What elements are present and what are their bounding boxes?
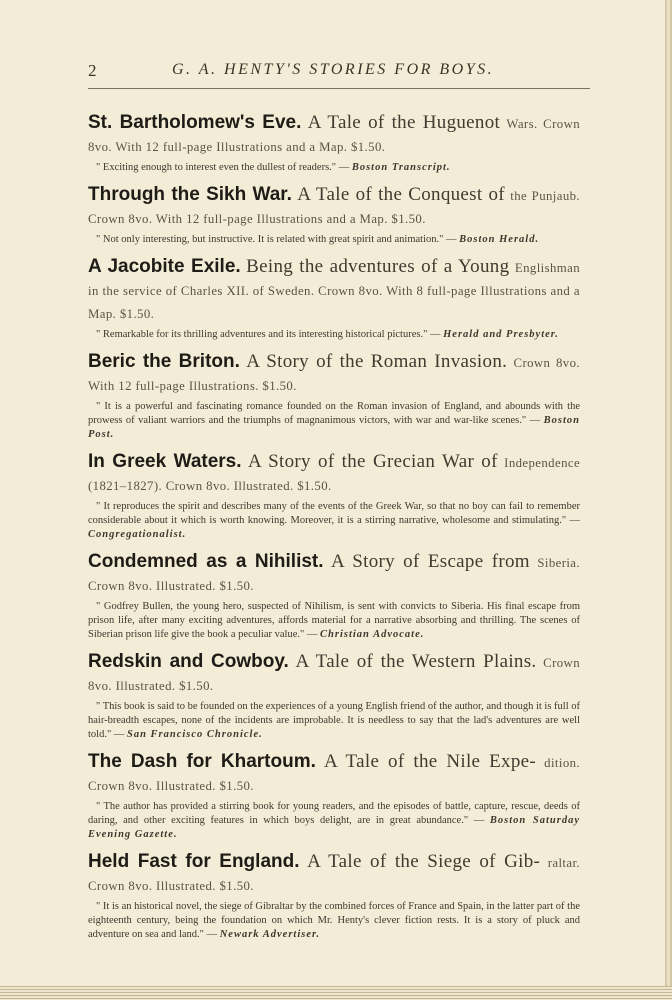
book-subtitle: A Tale of the Nile Expe- xyxy=(324,751,537,772)
book-subtitle: A Story of Escape from xyxy=(331,551,530,572)
page-header xyxy=(0,61,665,87)
book-details: Wars. Crown 8vo. With 12 full-page Illustrations and a Map. $1.50. xyxy=(88,117,581,154)
quote-source: Boston Transcript. xyxy=(351,162,451,173)
quote-source: Newark Advertiser. xyxy=(219,929,321,940)
review-quote xyxy=(88,233,580,247)
book-subtitle: A Tale of the Siege of Gib- xyxy=(307,851,541,872)
entry-heading xyxy=(88,112,580,158)
book-title: In Greek Waters. xyxy=(88,451,242,472)
review-quote xyxy=(88,161,580,175)
page-edge-right xyxy=(665,0,672,1000)
catalog-list xyxy=(88,112,580,951)
quote-text: " Exciting enough to interest even the dullest of readers." — xyxy=(96,162,350,173)
header-rule xyxy=(88,88,590,89)
quote-text: " It reproduces the spirit and describes many of the events of the Greek War, so that no boy can fail to remember considerable about it which is worth knowing. Moreover, it is a stirring narrative, wholesome and stimulating." — xyxy=(88,501,580,526)
book-details: Independence (1821–1827). Crown 8vo. Illustrated. $1.50. xyxy=(88,456,581,493)
quote-text: " This book is said to be founded on the experiences of a young English friend of the author, and though it is full of hair-breadth escapes, none of the incidents are improbable. It is needless to say that the lad's adventures are well told." — xyxy=(88,701,580,740)
quote-source: Boston Post. xyxy=(88,415,580,440)
book-entry xyxy=(88,351,580,442)
book-title: Beric the Briton. xyxy=(88,351,240,372)
review-quote xyxy=(88,400,580,442)
quote-source: Congregationalist. xyxy=(88,529,187,540)
review-quote xyxy=(88,500,580,542)
book-title: A Jacobite Exile. xyxy=(88,256,241,277)
book-entry xyxy=(88,256,580,342)
quote-source: San Francisco Chronicle. xyxy=(127,729,263,740)
book-details: Englishman in the service of Charles XII. of Sweden. Crown 8vo. With 8 full-page Illustrations and a Map. $1.50. xyxy=(88,261,581,321)
page-edge-bottom xyxy=(0,986,672,1000)
entry-heading xyxy=(88,551,580,597)
book-subtitle: A Story of the Grecian War of xyxy=(247,451,498,472)
running-title: G. A. HENTY'S STORIES FOR BOYS. xyxy=(172,61,495,78)
quote-text: " It is an historical novel, the siege of Gibraltar by the combined forces of France and Spain, in the latter part of the eighteenth century, being the foundation on which Mr. Henty's clever fiction rests. It is a story of pluck and adventure on sea and land." — xyxy=(88,901,580,940)
book-entry xyxy=(88,551,580,642)
entry-heading xyxy=(88,256,580,325)
book-title: Through the Sikh War. xyxy=(88,184,292,205)
book-entry xyxy=(88,851,580,942)
review-quote xyxy=(88,800,580,842)
book-entry xyxy=(88,651,580,742)
quote-source: Boston Herald. xyxy=(459,234,540,245)
page-number: 2 xyxy=(88,61,97,80)
entry-heading xyxy=(88,184,580,230)
quote-text: " Not only interesting, but instructive. It is related with great spirit and animation." — xyxy=(96,234,457,245)
book-subtitle: A Tale of the Western Plains. xyxy=(295,651,537,672)
book-title: Held Fast for England. xyxy=(88,851,300,872)
entry-heading xyxy=(88,651,580,697)
book-subtitle: Being the adventures of a Young xyxy=(246,256,510,277)
book-entry xyxy=(88,451,580,542)
book-entry xyxy=(88,184,580,247)
book-details: Crown 8vo. Illustrated. $1.50. xyxy=(88,656,580,693)
quote-text: " It is a powerful and fascinating romance founded on the Roman invasion of England, and abounds with the prowess of valiant warriors and the triumphs of magnanimous victors, with war and war-like scenes." — xyxy=(88,401,580,426)
book-title: Condemned as a Nihilist. xyxy=(88,551,324,572)
book-details: Siberia. Crown 8vo. Illustrated. $1.50. xyxy=(88,556,580,593)
book-subtitle: A Story of the Roman Invasion. xyxy=(246,351,508,372)
review-quote xyxy=(88,328,580,342)
quote-source: Boston Saturday Evening Gazette. xyxy=(88,815,580,840)
book-subtitle: A Tale of the Huguenot xyxy=(307,112,501,133)
book-title: The Dash for Khartoum. xyxy=(88,751,316,772)
entry-heading xyxy=(88,451,580,497)
book-details: the Punjaub. Crown 8vo. With 12 full-page Illustrations and a Map. $1.50. xyxy=(88,189,581,226)
book-entry xyxy=(88,751,580,842)
review-quote xyxy=(88,900,580,942)
book-title: St. Bartholomew's Eve. xyxy=(88,112,302,133)
book-details: raltar. Crown 8vo. Illustrated. $1.50. xyxy=(88,856,581,893)
book-details: Crown 8vo. With 12 full-page Illustrations. $1.50. xyxy=(88,356,580,393)
entry-heading xyxy=(88,351,580,397)
book-details: dition. Crown 8vo. Illustrated. $1.50. xyxy=(88,756,581,793)
book-entry xyxy=(88,112,580,175)
quote-source: Herald and Presbyter. xyxy=(443,329,559,340)
review-quote xyxy=(88,700,580,742)
quote-source: Christian Advocate. xyxy=(320,629,425,640)
quote-text: " Godfrey Bullen, the young hero, suspected of Nihilism, is sent with convicts to Siberia. His final escape from prison life, after many exciting adventures, affords material for a narrative absorbing and thrilling. The scenes of Siberian prison life give the book a peculiar value." — xyxy=(88,601,580,640)
book-title: Redskin and Cowboy. xyxy=(88,651,289,672)
entry-heading xyxy=(88,751,580,797)
book-subtitle: A Tale of the Conquest of xyxy=(297,184,505,205)
entry-heading xyxy=(88,851,580,897)
quote-text: " Remarkable for its thrilling adventures and its interesting historical pictures." — xyxy=(96,329,441,340)
quote-text: " The author has provided a stirring book for young readers, and the episodes of battle, capture, rescue, deeds of daring, and other exciting features in which boys delight, are in great abundance." — xyxy=(88,801,580,826)
review-quote xyxy=(88,600,580,642)
